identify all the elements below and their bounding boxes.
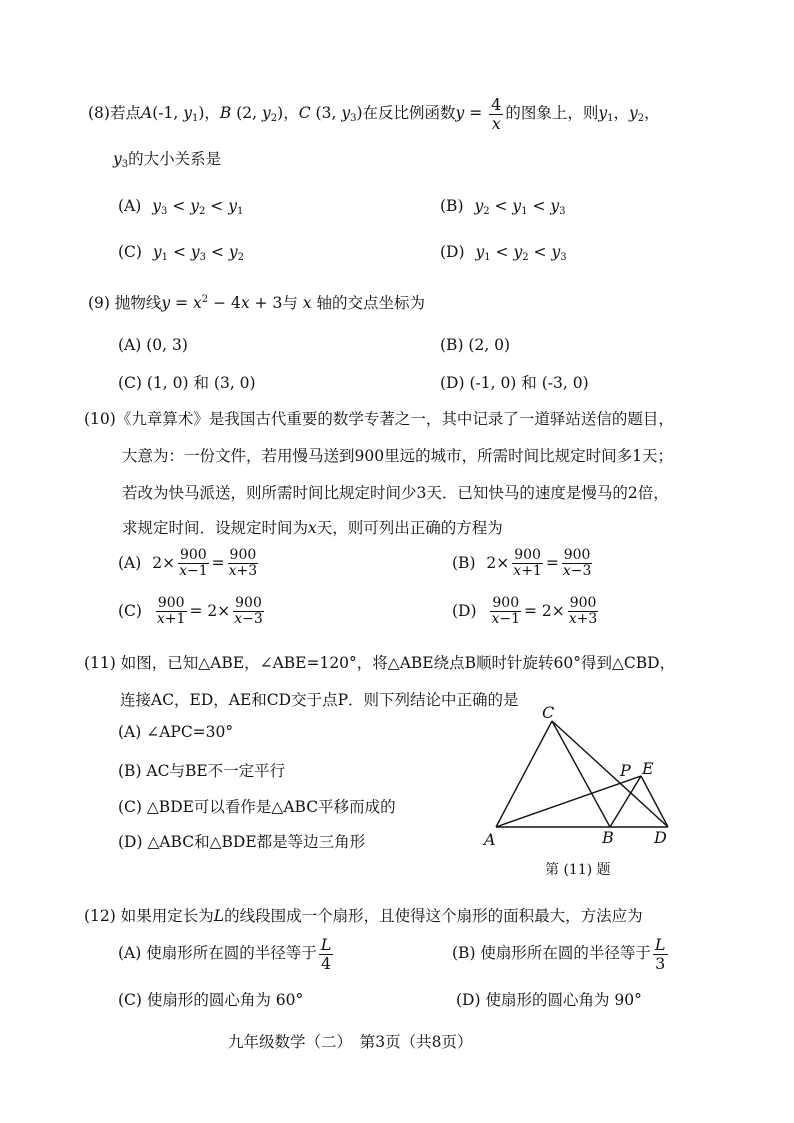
- q8-option-c[interactable]: (C) $y_1 < y_3 < y_2$: [118, 243, 245, 263]
- label-d: D: [654, 828, 667, 847]
- q8-option-b[interactable]: (B) $y_2 < y_1 < y_3$: [440, 197, 566, 217]
- label-a: A: [484, 830, 496, 849]
- q11-option-d[interactable]: (D) △ABC和△BDE都是等边三角形: [118, 833, 366, 851]
- q12-stem: (12) 如果用定长为L的线段围成一个扇形，且使得这个扇形的面积最大，方法应为: [84, 907, 643, 925]
- q10-line1: (10)《九章算术》是我国古代重要的数学专著之一，其中记录了一道驿站送信的题目，: [84, 410, 674, 428]
- q11-option-a[interactable]: (A) ∠APC=30°: [118, 723, 234, 741]
- q8-option-a[interactable]: (A) $y_3 < y_2 < y_1$: [118, 197, 244, 217]
- segment-cb: [552, 721, 610, 827]
- q10-line4: 求规定时间．设规定时间为x天，则可列出正确的方程为: [122, 519, 503, 537]
- q12-option-c[interactable]: (C) 使扇形的圆心角为 60°: [118, 991, 304, 1009]
- segment-ac: [496, 721, 552, 827]
- label-b: B: [602, 828, 614, 847]
- q10-option-b[interactable]: (B) 2× $\frac{900}{x+1}$ = $\frac{900}{x-3}$: [452, 547, 592, 580]
- segment-ae: [496, 776, 641, 827]
- q10-option-a[interactable]: (A) 2× $\frac{900}{x-1}$ = $\frac{900}{x+3}$: [118, 547, 258, 580]
- q8-stem: (8)若点A(-1, $y_1$)，B (2, $y_2$)，C (3, $y_3$)在反比例函数y = $\frac{4}{x}$ 的图象上，则$y_1$，$y_2$，: [88, 95, 660, 133]
- q10-line2: 大意为：一份文件，若用慢马送到900里远的城市，所需时间比规定时间多1天；: [122, 447, 673, 465]
- q9-stem: (9) 抛物线$y = x^2 - 4x + 3$与 x 轴的交点坐标为: [88, 294, 425, 312]
- q11-option-c[interactable]: (C) △BDE可以看作是△ABC平移而成的: [118, 798, 396, 816]
- q10-line3: 若改为快马派送，则所需时间比规定时间少3天．已知快马的速度是慢马的2倍，: [122, 484, 669, 502]
- q9-option-d[interactable]: (D) (-1, 0) 和 (-3, 0): [440, 374, 589, 392]
- q11-figure-caption: 第 (11) 题: [545, 862, 611, 878]
- q11-option-b[interactable]: (B) AC与BE不一定平行: [118, 762, 286, 780]
- q11-line2: 连接AC，ED，AE和CD交于点P．则下列结论中正确的是: [120, 691, 519, 709]
- label-p: P: [620, 761, 631, 780]
- q9-option-a[interactable]: (A) (0, 3): [118, 336, 188, 354]
- page-footer: 九年级数学（二） 第3页（共8页）: [228, 1033, 473, 1051]
- q11-figure: [480, 700, 680, 850]
- label-e: E: [642, 759, 654, 778]
- q9-option-b[interactable]: (B) (2, 0): [440, 336, 511, 354]
- q8-number: (8): [88, 104, 110, 123]
- q8-function-fraction: $\frac{4}{x}$: [491, 95, 502, 133]
- segment-be: [610, 776, 641, 827]
- q11-line1: (11) 如图，已知△ABE，∠ABE=120°，将△ABE绕点B顺时针旋转60°得到△CBD，: [84, 654, 676, 672]
- q9-option-c[interactable]: (C) (1, 0) 和 (3, 0): [118, 374, 256, 392]
- q12-option-b[interactable]: (B) 使扇形所在圆的半径等于 $\frac{L}{3}$: [452, 935, 666, 973]
- label-c: C: [542, 703, 555, 722]
- q12-option-d[interactable]: (D) 使扇形的圆心角为 90°: [456, 991, 642, 1009]
- q10-option-c[interactable]: (C) $\frac{900}{x+1}$ = 2× $\frac{900}{x-3}$: [118, 595, 263, 628]
- q10-option-d[interactable]: (D) $\frac{900}{x-1}$ = 2× $\frac{900}{x+3}$: [452, 595, 598, 628]
- q12-option-a[interactable]: (A) 使扇形所在圆的半径等于 $\frac{L}{4}$: [118, 935, 332, 973]
- q8-option-d[interactable]: (D) $y_1 < y_2 < y_3$: [440, 243, 567, 263]
- segment-ed: [641, 776, 668, 827]
- q8-stem-line2: $y_3$的大小关系是: [113, 150, 222, 170]
